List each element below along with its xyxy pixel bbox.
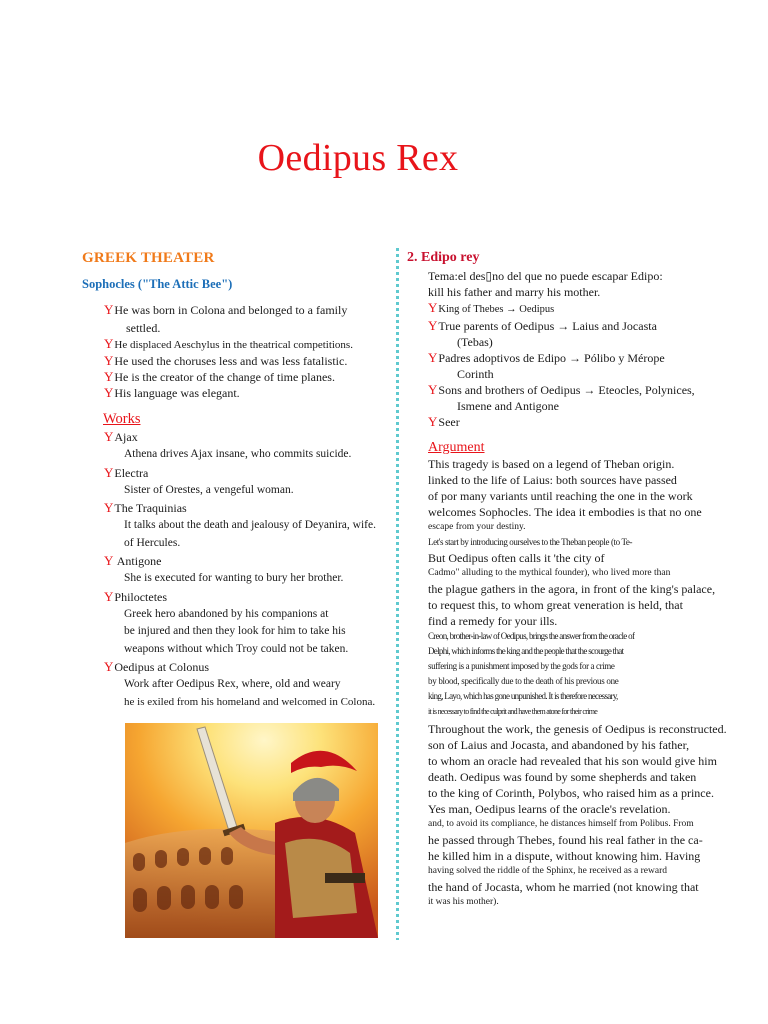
argument-line: to whom an oracle had revealed that his son would give him	[428, 754, 717, 768]
work-title: YPhiloctetes	[104, 588, 168, 604]
subheading-sophocles: Sophocles ("The Attic Bee")	[82, 277, 233, 291]
work-description: Greek hero abandoned by his companions at	[124, 607, 329, 620]
argument-line: and, to avoid its compliance, he distances himself from Polibus. From	[428, 819, 694, 829]
bullet-marker: Y	[104, 553, 114, 568]
argument-line: of por many variants until reaching the one in the work	[428, 489, 693, 503]
list-item: YHis language was elegant.	[104, 385, 240, 400]
works-heading: Works	[103, 411, 141, 427]
work-description: Sister of Orestes, a vengeful woman.	[124, 483, 294, 496]
argument-line: having solved the riddle of the Sphinx, he received as a reward	[428, 866, 668, 876]
argument-line: find a remedy for your ills.	[428, 614, 558, 628]
bullet-marker: Y	[104, 429, 114, 444]
left-column	[82, 250, 394, 711]
argument-line: Throughout the work, the genesis of Oedipus is reconstructed.	[428, 722, 727, 736]
argument-line: welcomes Sophocles. The idea it embodies is that no one	[428, 505, 702, 519]
argument-line: he killed him in a dispute, without knowing him. Having	[428, 849, 701, 863]
argument-line: to the king of Corinth, Polybos, who raised him as a prince.	[428, 786, 714, 800]
argument-line: son of Laius and Jocasta, and abandoned by his father,	[428, 738, 690, 752]
page-title: Oedipus Rex	[257, 137, 459, 179]
work-description: weapons without which Troy could not be taken.	[124, 642, 349, 655]
argument-line: it is necessary to find the culprit and have them atone for their crime	[428, 707, 598, 716]
list-item: YPadres adoptivos de Edipo → Pólibo y Mérope	[428, 350, 665, 365]
list-item: YHe used the choruses less and was less fatalistic.	[104, 353, 348, 368]
argument-text	[407, 456, 737, 910]
argument-line: Let's start by introducing ourselves to the Theban people (to Te-	[428, 537, 633, 547]
list-item-continuation: Corinth	[457, 367, 494, 381]
section-heading-greek-theater: GREEK THEATER	[82, 250, 215, 266]
work-description: be injured and then they look for him to take his	[124, 625, 346, 637]
edipo-bullet-list	[407, 300, 737, 430]
argument-heading: Argument	[428, 440, 485, 455]
bullet-marker: Y	[428, 300, 438, 315]
list-item: YSons and brothers of Oedipus → Eteocles, Polynices,	[428, 382, 695, 397]
work-description: he is exiled from his homeland and welcomed in Colona.	[124, 695, 376, 708]
sophocles-bullet-list	[82, 302, 394, 401]
argument-line: Yes man, Oedipus learns of the oracle's revelation.	[428, 802, 671, 816]
argument-line: Delphi, which informs the king and the people that the scourge that	[428, 646, 624, 656]
theme-line: Tema:el des▯no del que no puede escapar Edipo:	[428, 269, 663, 283]
theme-line: kill his father and marry his mother.	[428, 285, 601, 299]
bullet-marker: Y	[428, 350, 438, 365]
argument-line: the hand of Jocasta, whom he married (not knowing that	[428, 880, 699, 894]
argument-line: it was his mother).	[428, 897, 499, 907]
argument-line: linked to the life of Laius: both sources have passed	[428, 473, 677, 487]
list-item: YKing of Thebes → Oedipus	[428, 300, 555, 315]
argument-line: This tragedy is based on a legend of Theban origin.	[428, 457, 675, 471]
bullet-marker: Y	[104, 369, 114, 384]
work-description: It talks about the death and jealousy of Deyanira, wife.	[124, 519, 376, 531]
work-title: YOedipus at Colonus	[104, 659, 210, 674]
argument-line: the plague gathers in the agora, in front of the king's palace,	[428, 582, 716, 596]
bullet-marker: Y	[428, 382, 438, 397]
bullet-marker: Y	[104, 385, 114, 400]
argument-line: suffering is a punishment imposed by the gods for a crime	[428, 661, 615, 671]
bullet-marker: Y	[104, 302, 114, 317]
right-column	[407, 250, 737, 910]
bullet-marker: Y	[104, 353, 114, 368]
argument-line: to request this, to whom great veneration is held, that	[428, 598, 683, 612]
list-item: YHe displaced Aeschylus in the theatrical competitions.	[104, 336, 353, 351]
argument-line: Creon, brother-in-law of Oedipus, brings the answer from the oracle of	[428, 631, 635, 641]
gladiator-colosseum-image	[125, 723, 378, 938]
work-description: Athena drives Ajax insane, who commits suicide.	[124, 448, 352, 460]
bullet-marker: Y	[428, 318, 438, 333]
list-item: YHe was born in Colona and belonged to a family settled.	[104, 302, 348, 335]
work-description: Work after Oedipus Rex, where, old and weary	[124, 678, 341, 690]
argument-line: escape from your destiny.	[428, 522, 526, 532]
work-description: of Hercules.	[124, 536, 181, 549]
column-divider	[396, 248, 399, 940]
bullet-marker: Y	[104, 464, 114, 480]
work-title: YThe Traquinias	[104, 500, 187, 515]
works-list	[82, 428, 394, 711]
bullet-marker: Y	[428, 414, 438, 429]
argument-line: by blood, specifically due to the death of his previous one	[428, 676, 619, 686]
bullet-marker: Y	[104, 588, 114, 604]
list-item: YSeer	[428, 414, 460, 429]
argument-line: But Oedipus often calls it 'the city of	[428, 551, 605, 565]
argument-line: death. Oedipus was found by some shepherds and taken	[428, 770, 697, 784]
section-heading-edipo-rey: 2. Edipo rey	[407, 250, 480, 265]
list-item: YTrue parents of Oedipus → Laius and Jocasta	[428, 318, 657, 333]
bullet-marker: Y	[104, 500, 114, 515]
list-item: YHe is the creator of the change of time planes.	[104, 369, 335, 384]
gladiator-illustration	[125, 723, 378, 938]
argument-line: king, Layo, which has gone unpunished. It is therefore necessary,	[428, 691, 618, 701]
argument-line: Cadmo" alluding to the mythical founder), who lived more than	[428, 568, 671, 578]
list-item-continuation: (Tebas)	[457, 335, 493, 349]
work-title: YElectra	[104, 464, 149, 480]
list-item-continuation: Ismene and Antigone	[457, 399, 559, 413]
bullet-marker: Y	[104, 336, 114, 351]
work-title: Y Antigone	[104, 553, 162, 568]
work-title: YAjax	[104, 429, 138, 444]
bullet-marker: Y	[104, 659, 114, 674]
argument-line: he passed through Thebes, found his real father in the ca-	[428, 833, 703, 847]
work-description: She is executed for wanting to bury her brother.	[124, 572, 344, 584]
